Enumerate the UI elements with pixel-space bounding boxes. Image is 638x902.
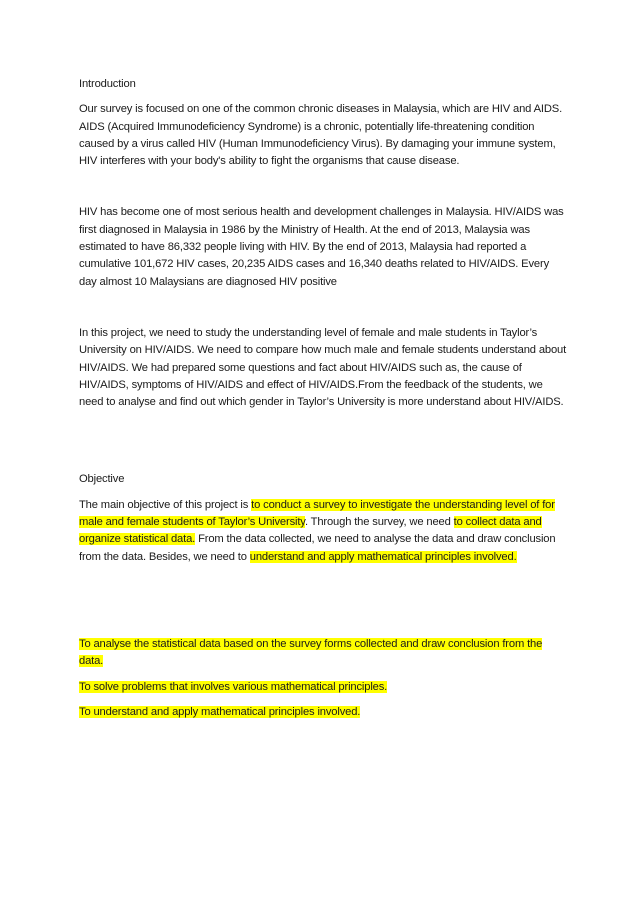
introduction-paragraph-3: In this project, we need to study the understanding level of female and male students in Taylor’s University on HIV/AIDS. We need to compare how much male and female students understand about HIV/AIDS. We had prepared some questions and fact about HIV/AIDS such as, the cause of HIV/AIDS, symptoms of HIV/AIDS and effect of HIV/AIDS.From the feedback of the students, we need to analyse and find out which gender in Taylor’s University is more understand about HIV/AIDS. — [79, 326, 567, 409]
introduction-paragraph-2: HIV has become one of most serious health and development challenges in Malaysia. HIV/AIDS was first diagnosed in Malaysia in 1986 by the Ministry of Health. At the end of 2013, Malaysia was estimated to have 86,332 people living with HIV. By the end of 2013, Malaysia had reported a cumulative 101,672 HIV cases, 20,235 AIDS cases and 16,340 deaths related to HIV/AIDS. Every day almost 10 Malaysians are diagnosed HIV positive — [79, 206, 564, 288]
objective-point-3 — [79, 704, 569, 721]
introduction-paragraph-1: Our survey is focused on one of the common chronic diseases in Malaysia, which are HIV and AIDS. AIDS (Acquired Immunodeficiency Syndrome) is a chronic, potentially life-threatening condition caused by a virus called HIV (Human Immunodeficiency Virus). By damaging your immune system, HIV interferes with your body's ability to fight the organisms that cause disease. — [79, 103, 563, 168]
document-body — [79, 76, 569, 721]
objective-highlight-2: to collect data and organize statistical data. — [79, 516, 542, 546]
objective-text-2: . Through the survey, we need — [304, 516, 454, 529]
objective-point-3-text: To understand and apply mathematical principles involved. — [79, 705, 361, 718]
objective-highlight-1: to conduct a survey to investigate the understanding level of for male and female students of Taylor’s University — [79, 498, 555, 529]
objective-point-1 — [79, 636, 569, 671]
objective-paragraph — [79, 497, 569, 566]
objective-point-2-text: To solve problems that involves various mathematical principles. — [79, 680, 388, 693]
objective-point-2 — [79, 679, 569, 696]
objective-heading: Objective — [79, 473, 125, 486]
objective-highlight-3: understand and apply mathematical principles involved. — [249, 550, 517, 563]
introduction-heading: Introduction — [79, 78, 136, 90]
objective-text-3: From the data collected, we need to analyse the data and draw conclusion from the data. Besides, we need to — [79, 533, 556, 563]
objective-point-1-text: To analyse the statistical data based on the survey forms collected and draw conclusion from the data. — [79, 637, 543, 668]
objective-text-1: The main objective of this project is — [79, 498, 252, 511]
